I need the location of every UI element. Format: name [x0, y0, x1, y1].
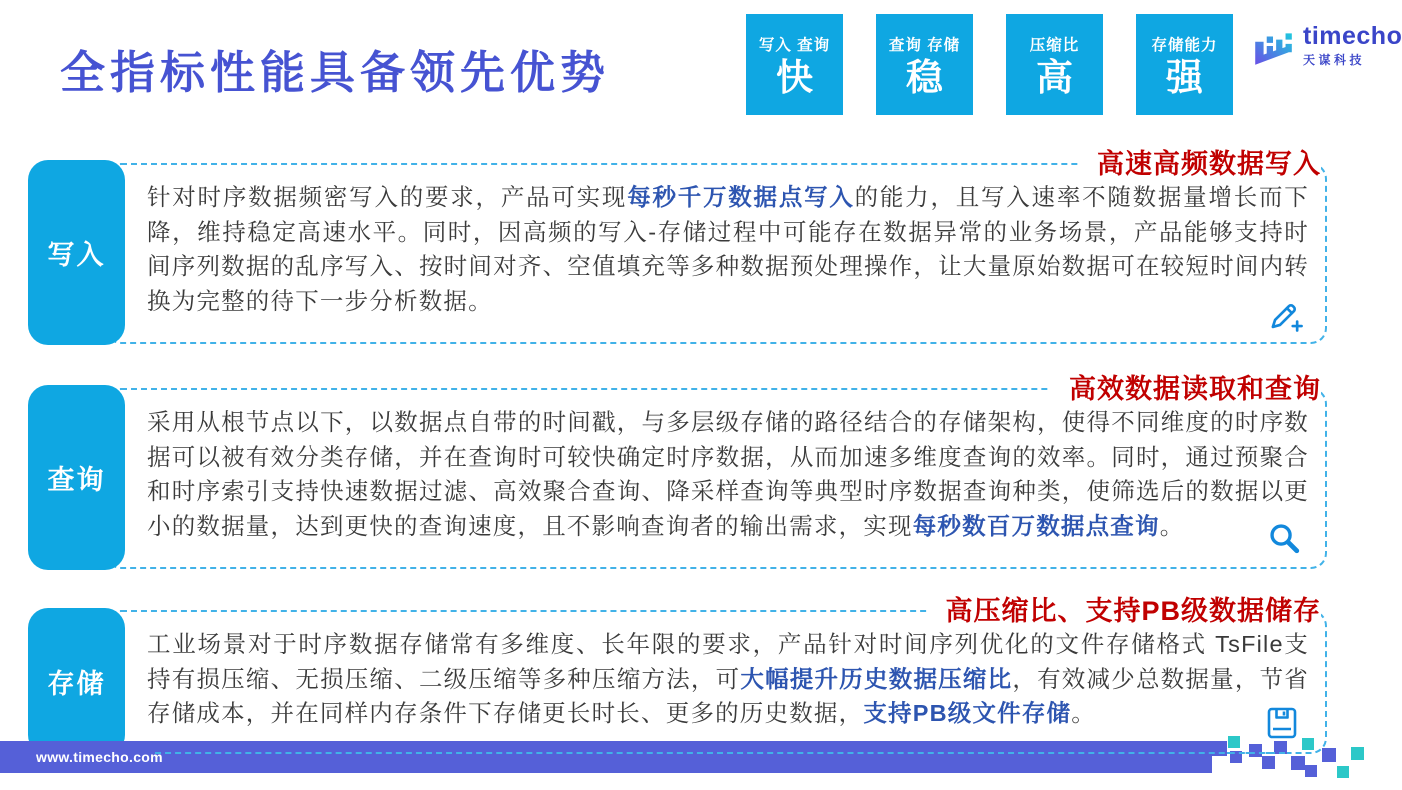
- timecho-logo-text: [1303, 24, 1402, 66]
- floppy-save-icon: [1265, 705, 1299, 741]
- badge-label: 写入 查询: [758, 37, 831, 54]
- magnifier-icon: [1267, 521, 1303, 557]
- badge-value: 快: [776, 57, 813, 98]
- badge-value: 强: [1166, 57, 1203, 98]
- metric-badges: [746, 14, 1233, 115]
- query-section-text: 采用从根节点以下，以数据点自带的时间戳，与多层级存储的路径结合的存储架构，使得不同维度的时序数据可以被有效分类存储，并在查询时可较快确定时序数据，从而加速多维度查询的效率。同时，通过预聚合和时序索引支持快速数据过滤、高效聚合查询、降采样查询等典型时序数据查询种类，使筛选后的数据以更小的数据量，达到更快的查询速度，且不影响查询者的输出需求，实现每秒数百万数据点查询。: [147, 409, 1309, 539]
- footer-bar: [0, 741, 1212, 773]
- write-section-box: [105, 149, 1327, 344]
- badge-capacity-strong: [1136, 14, 1233, 115]
- badge-value: 高: [1036, 57, 1073, 98]
- write-label-badge: 写入: [28, 160, 125, 345]
- storage-section-box: [105, 596, 1327, 754]
- storage-label-badge: 存储: [28, 608, 125, 755]
- page-title: 全指标性能具备领先优势: [60, 47, 611, 98]
- storage-section-text: 工业场景对于时序数据存储常有多维度、长年限的要求，产品针对时间序列优化的文件存储格式 TsFile支持有损压缩、无损压缩、二级压缩等多种压缩方法，可大幅提升历史数据压缩比，有效减少总数据量，节省存储成本，并在同样内存条件下存储更长时长、更多的历史数据，支持PB级文件存储。: [147, 631, 1310, 726]
- timecho-logo-icon: [1250, 24, 1296, 70]
- write-section-text: 针对时序数据频密写入的要求，产品可实现每秒千万数据点写入的能力，且写入速率不随数据量增长而下降，维持稳定高速水平。同时，因高频的写入-存储过程中可能存在数据异常的业务场景，产品能够支持时间序列数据的乱序写入、按时间对齐、空值填充等多种数据预处理操作，让大量原始数据可在较短时间内转换为完整的待下一步分析数据。: [147, 184, 1309, 314]
- dashed-line-overlay: [155, 752, 1285, 754]
- query-section-box: [105, 374, 1327, 569]
- pencil-plus-icon: [1265, 294, 1305, 336]
- footer-url: www.timecho.com: [36, 749, 163, 765]
- query-section-heading: 高效数据读取和查询: [1051, 373, 1321, 406]
- timecho-logo: [1250, 24, 1402, 70]
- storage-section-heading: 高压缩比、支持PB级数据储存: [927, 595, 1321, 628]
- logo-name: timecho: [1303, 22, 1402, 50]
- badge-label: 存储能力: [1151, 37, 1218, 54]
- badge-query-storage-stable: [876, 14, 973, 115]
- write-section-heading: 高速高频数据写入: [1079, 148, 1321, 181]
- badge-write-query-fast: [746, 14, 843, 115]
- badge-compression-high: [1006, 14, 1103, 115]
- badge-value: 稳: [906, 57, 943, 98]
- logo-subtitle: 天谋科技: [1303, 53, 1366, 67]
- badge-label: 查询 存储: [888, 37, 961, 54]
- badge-label: 压缩比: [1029, 37, 1080, 54]
- query-label-badge: 查询: [28, 385, 125, 570]
